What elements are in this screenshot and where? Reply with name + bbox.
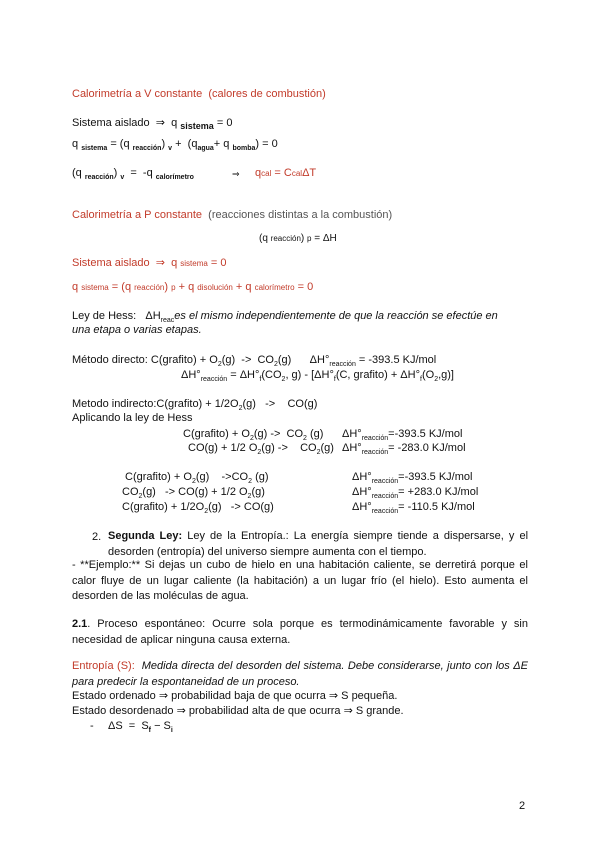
- spontaneous-paragraph: [72, 617, 528, 648]
- entropy-paragraph: [72, 659, 528, 690]
- second-law-number: 2.: [92, 531, 102, 543]
- q-reaction-eq: (q $_{reacción}$) $_v$ = -q $_{calorímetro}$: [72, 167, 194, 182]
- section-p-heading: [72, 209, 392, 222]
- entropy-text-1: Medida directa del desorden del sistema. Debe considerarse, junto con: [141, 660, 493, 672]
- second-law-title: Segunda Ley:: [108, 530, 183, 542]
- second-law-example: - **Ejemplo:** Si dejas un cubo de hielo en una habitación caliente, se derretirá porque el calor fluye de un lugar caliente (la habitación) a un lugar frío (el hielo). Esto aumenta el desorden de las moléculas de agua.: [72, 559, 528, 603]
- hess-text-2: una etapa o varias etapas.: [72, 324, 202, 336]
- heat-balance-eq: q $_{sistema}$ = (q $_{reacción}$) $_v + (q_{agua}+ q$ $_{bomba}$) = 0: [72, 138, 278, 153]
- qcal-eq: qcal = CcalΔT: [255, 167, 317, 179]
- sum-reaction-1: C(grafito) + $O_2(g)$ $->CO_2$ (g): [125, 471, 269, 486]
- second-law-text: Ley de la Entropía.: La energía siempre tiende a dispersarse, y el desorden (entropía) del universo siempre aumenta con el tiempo.: [108, 530, 529, 558]
- section-v-subtitle: (calores de combustión): [208, 88, 326, 100]
- reaction-1-dh: $\Delta H^\circ_{reacción}=-393.5$ KJ/mol: [342, 428, 463, 443]
- hess-line-1: Ley de Hess: $\Delta H_{reac}es$ el mismo independientemente de que la reacción se efectúe en: [72, 310, 498, 325]
- section-p-title: Calorimetría a P constante: [72, 209, 203, 221]
- second-law-paragraph: [108, 529, 528, 560]
- q-p-center-eq: (q reacción) p = ΔH: [259, 233, 337, 244]
- heat-sum-p: q sistema = (q reacción) p + q disolución + q calorímetro = 0: [72, 281, 314, 293]
- spontaneous-text: . Proceso espontáneo: Ocurre sola porque es termodinámicamente favorable y sin necesidad de aplicar ninguna causa externa.: [72, 618, 528, 646]
- section-v-heading: [72, 88, 326, 101]
- hess-text-1: es el mismo independientemente de que la reacción se efectúe en: [174, 310, 498, 322]
- reaction-2-dh: $\Delta H^\circ_{reacción}= -283.0$ KJ/mol: [342, 442, 466, 457]
- isolated-system-p: Sistema aislado ⇒ q sistema = 0: [72, 257, 227, 269]
- spontaneous-number: 2.1: [72, 618, 88, 630]
- reaction-1: C(grafito) + $O_2(g) -> CO_2$ (g): [183, 428, 324, 443]
- entropy-ordered: Estado ordenado ⇒ probabilidad baja de que ocurra ⇒ S pequeña.: [72, 690, 398, 702]
- sum-reaction-3-dh: $\Delta H^\circ_{reacción}= -110.5$ KJ/mol: [352, 501, 475, 516]
- sum-reaction-3: C(grafito) + $1/2O_2(g) -> CO(g)$: [122, 501, 274, 516]
- sum-reaction-2: $CO_2(g) -> CO(g) + 1/2$ $O_2(g)$: [122, 486, 265, 501]
- direct-calc: $\Delta H^\circ_{reacción} = \Delta H^\circ_f(CO_2$, $g) - [\Delta H^\circ_f(C$, grafito) + $\Delta H^\circ_f(O_2,g)$]: [181, 369, 454, 384]
- section-v-title: Calorimetría a V constante: [72, 88, 203, 100]
- direct-method: Método directo: C(grafito) + $O_2(g) -> CO_2(g)$ $\Delta H^\circ_{reacción} = -393.5$ KJ/mol: [72, 354, 437, 369]
- reaction-2: CO(g) + 1/2 $O_2(g)$ -> $CO_2(g)$: [188, 442, 334, 457]
- isolated-system-line: Sistema aislado ⇒ q $_{sistema}$ = 0: [72, 117, 233, 132]
- entropy-delta: $\Delta S = S_f - S_i$: [108, 720, 173, 735]
- entropy-disordered: Estado desordenado ⇒ probabilidad alta de que ocurra ⇒ S grande.: [72, 705, 404, 717]
- entropy-text-2: los ΔE para predecir la espontaneidad de un proceso.: [72, 660, 528, 688]
- arrow-icon: ⇒: [232, 169, 240, 179]
- sum-reaction-1-dh: $\Delta H^\circ_{reacción}=-393.5$ KJ/mol: [352, 471, 473, 486]
- hess-label: Ley de Hess:: [72, 310, 137, 322]
- entropy-bullet: -: [90, 720, 94, 732]
- sum-reaction-2-dh: $\Delta H^\circ_{reacción}= +283.0$ KJ/mol: [352, 486, 479, 501]
- applying-hess: Aplicando la ley de Hess: [72, 412, 193, 424]
- section-p-subtitle: (reacciones distintas a la combustión): [208, 209, 393, 221]
- entropy-label: Entropía (S):: [72, 660, 135, 672]
- page-number: 2: [519, 800, 526, 812]
- indirect-method: Metodo indirecto:C(grafito) + $1/2O_2(g)$ -> CO(g): [72, 398, 318, 413]
